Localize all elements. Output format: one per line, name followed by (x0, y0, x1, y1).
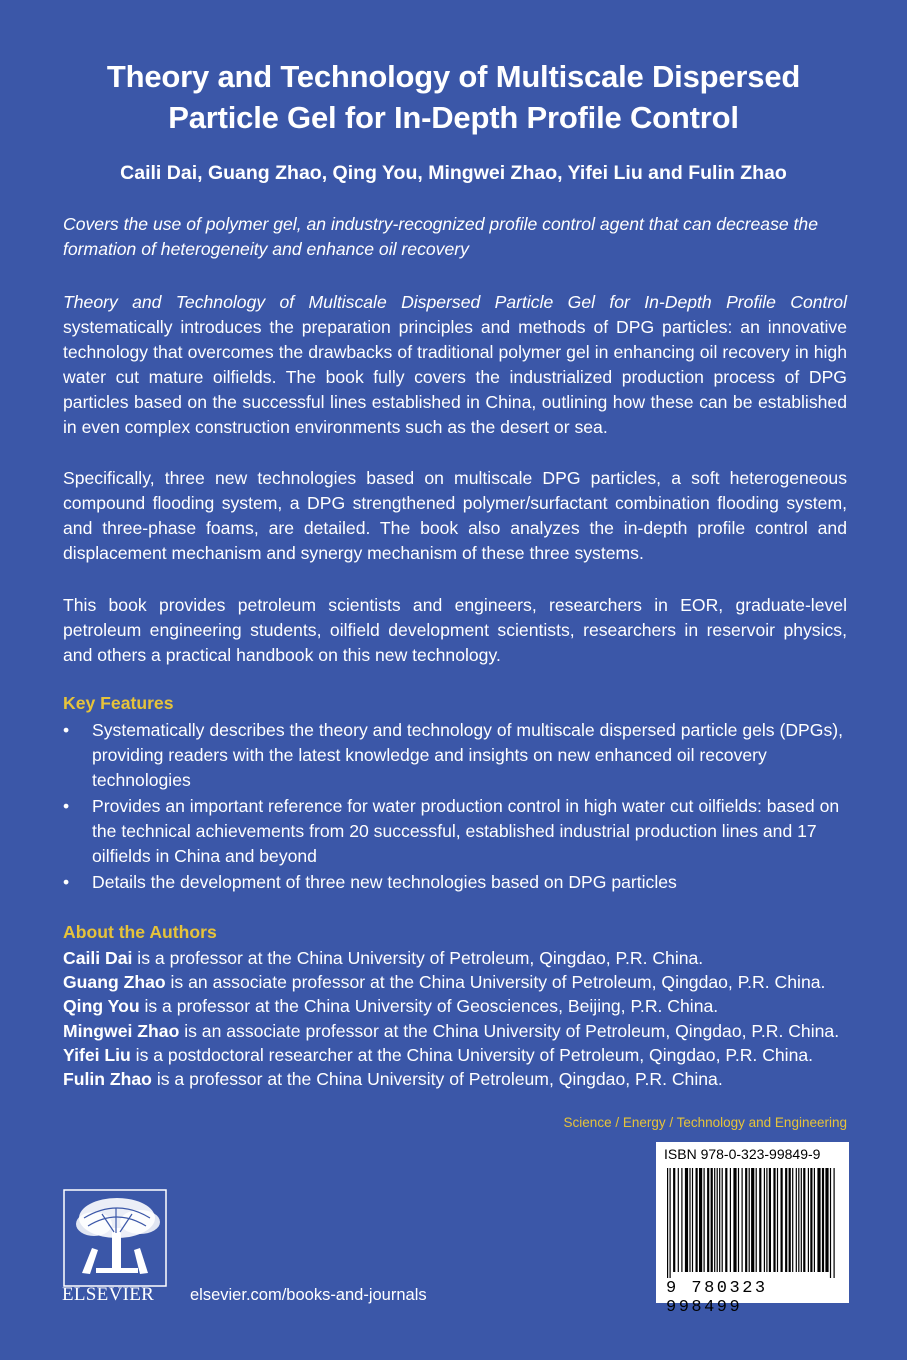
barcode-bar (749, 1168, 750, 1272)
barcode-bar (810, 1168, 812, 1272)
barcode-bar (822, 1168, 824, 1272)
barcode-bar (678, 1168, 679, 1272)
barcode-bar (745, 1168, 747, 1272)
barcode-bar (681, 1168, 682, 1272)
barcode-bar (704, 1168, 705, 1272)
author-list: Caili Dai, Guang Zhao, Qing You, Mingwei Zhao, Yifei Liu and Fulin Zhao (120, 162, 787, 184)
barcode-bar (673, 1168, 675, 1272)
bullet-icon: • (63, 796, 70, 816)
barcode-bar (730, 1168, 731, 1272)
barcode-bar (792, 1168, 793, 1272)
author-name: Caili Dai (63, 948, 133, 968)
description-paragraph-1 (63, 290, 847, 440)
key-feature-text: Details the development of three new technologies based on DPG particles (92, 872, 677, 892)
key-feature-text: Provides an important reference for water production control in high water cut oilfields: based on the technical achievements from 20 successful, established industrial production lines and 17 oilfields in China and beyond (92, 796, 840, 866)
barcode-bar (801, 1168, 802, 1272)
about-authors-list (63, 946, 863, 1091)
barcode-bar (825, 1168, 828, 1272)
author-name: Yifei Liu (63, 1044, 131, 1065)
barcode-bar (817, 1168, 820, 1272)
barcode-bar (696, 1168, 698, 1272)
book-title (40, 56, 867, 138)
tagline: Covers the use of polymer gel, an industry-recognized profile control agent that can decrease the formation of heterogeneity and enhance oil recovery (63, 214, 819, 259)
barcode-bar (714, 1168, 715, 1272)
author-name: Guang Zhao (63, 972, 166, 993)
author-bio-text: is a postdoctoral researcher at the China University of Petroleum, Qingdao, P.R. China. (130, 1044, 814, 1065)
author-bio (63, 970, 863, 994)
barcode-bar (773, 1168, 775, 1272)
bullet-icon: • (63, 872, 70, 892)
barcode-bar (733, 1168, 736, 1272)
barcode-bar (667, 1168, 668, 1278)
barcode-bar (742, 1168, 743, 1272)
barcode-bar (808, 1168, 809, 1272)
bullet-icon: • (63, 720, 70, 740)
author-bio (63, 1067, 863, 1091)
publisher-name: ELSEVIER (62, 1284, 155, 1305)
barcode-bar (670, 1168, 671, 1278)
barcode-bar (764, 1168, 765, 1272)
barcode-bar (834, 1168, 835, 1278)
publisher-website: elsevier.com/books-and-journals (190, 1286, 427, 1304)
barcode-number: 9 780323 998499 (666, 1279, 768, 1317)
barcode-bar (751, 1168, 754, 1272)
barcode-bar (785, 1168, 787, 1272)
description-paragraph-1-text: systematically introduces the preparation principles and methods of DPG particles: an innovative technology that overcomes the drawbacks of traditional polymer gel in enhancing oil recovery in high water cut mature oilfields. The book fully covers the industrialized production process of DPG particles based on the successful lines established in China, outlining how these can be established in even complex construction environments such as the desert or sea. (63, 317, 847, 437)
key-features-list (63, 718, 847, 896)
barcode-bar (717, 1168, 718, 1272)
title-line-2: Particle Gel for In-Depth Profile Control (168, 100, 739, 135)
barcode-bar (722, 1168, 723, 1272)
barcode-bar (781, 1168, 783, 1272)
barcode-bar (814, 1168, 815, 1272)
barcode-bar (738, 1168, 739, 1272)
barcode-bar (789, 1168, 791, 1272)
isbn-label: ISBN 978-0-323-99849-9 (664, 1146, 821, 1162)
description-paragraph-3: This book provides petroleum scientists and engineers, researchers in EOR, graduate-level petroleum engineering students, oilfield development scientists, researchers in reservoir physics, and others a practical handbook on this new technology. (63, 595, 847, 665)
author-bio-text: is an associate professor at the China University of Petroleum, Qingdao, P.R. China. (179, 1020, 840, 1041)
author-bio-text: is a professor at the China University of Petroleum, Qingdao, P.R. China. (132, 948, 704, 968)
barcode-bar (830, 1168, 831, 1278)
description-paragraph-2: Specifically, three new technologies based on multiscale DPG particles, a soft heterogeneous compound flooding system, a DPG strengthened polymer/surfactant combination flooding system, and three-phase foams, are detailed. The book also analyzes the in-depth profile control and displacement mechanism and synergy mechanism of these three systems. (63, 468, 847, 563)
barcode-bar (689, 1168, 690, 1272)
author-bio-text: is a professor at the China University of Geosciences, Beijing, P.R. China. (139, 996, 719, 1017)
about-authors-heading: About the Authors (63, 922, 217, 942)
author-bio (63, 946, 863, 970)
key-feature-text: Systematically describes the theory and technology of multiscale dispersed particle gels (DPGs), providing readers with the latest knowledge and insights on new enhanced oil recovery technologies (92, 720, 844, 790)
isbn-barcode-block (656, 1142, 849, 1317)
author-name: Qing You (63, 996, 140, 1017)
barcode-bar (759, 1168, 761, 1272)
key-features-heading: Key Features (63, 693, 174, 713)
barcode-bar (798, 1168, 799, 1272)
barcode-bar (769, 1168, 771, 1272)
author-name: Fulin Zhao (63, 1069, 152, 1090)
barcode-bar (685, 1168, 688, 1272)
barcode-bar (725, 1168, 727, 1272)
list-item (63, 870, 847, 895)
barcode-bar (707, 1168, 709, 1272)
barcode-bar (719, 1168, 720, 1272)
subject-category: Science / Energy / Technology and Engineering (563, 1115, 847, 1130)
barcode-icon (665, 1168, 841, 1278)
author-name: Mingwei Zhao (63, 1020, 180, 1041)
title-line-1: Theory and Technology of Multiscale Dispersed (106, 59, 801, 94)
author-bio (63, 994, 863, 1018)
book-title-inline: Theory and Technology of Multiscale Dispersed Particle Gel for In-Depth Profile Control (63, 292, 847, 312)
author-bio (63, 1043, 863, 1067)
author-bio (63, 1019, 863, 1043)
barcode-bar (756, 1168, 757, 1272)
barcode-bar (699, 1168, 702, 1272)
barcode-bar (803, 1168, 805, 1272)
list-item (63, 794, 847, 869)
elsevier-tree-logo-icon (62, 1188, 168, 1288)
author-bio-text: is an associate professor at the China University of Petroleum, Qingdao, P.R. China. (165, 972, 826, 993)
barcode-bar (777, 1168, 778, 1272)
barcode-bar (711, 1168, 713, 1272)
barcode-bar (692, 1168, 693, 1272)
barcode-bar (796, 1168, 797, 1272)
list-item (63, 718, 847, 793)
barcode-bar (766, 1168, 767, 1272)
author-bio-text: is a professor at the China University of Petroleum, Qingdao, P.R. China. (151, 1069, 723, 1090)
